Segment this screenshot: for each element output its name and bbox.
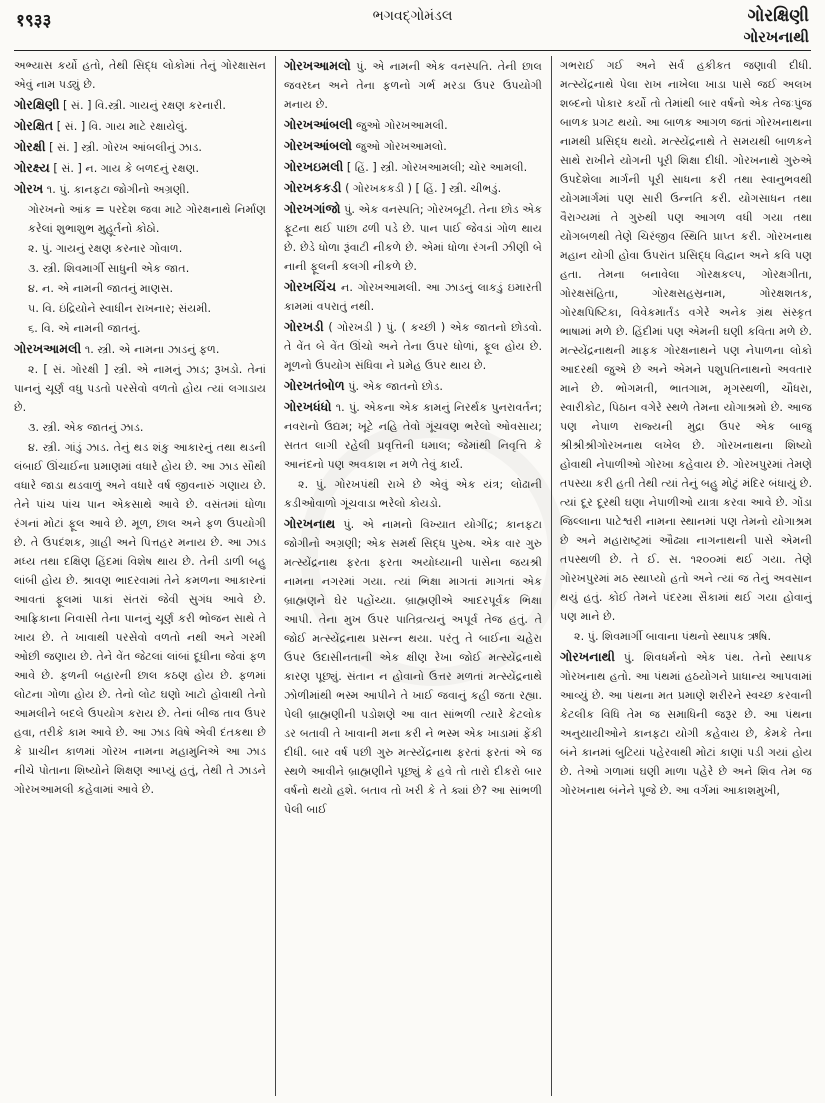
- page-number: १९३३: [16, 11, 52, 31]
- dictionary-entry: [14, 56, 266, 94]
- page-header: [14, 6, 811, 51]
- dictionary-entry: [284, 514, 542, 819]
- entry-headword: ગોરખધંધો: [284, 399, 332, 414]
- entry-definition: ૬. વિ. એ નામની જાતનું.: [28, 322, 141, 335]
- dictionary-entry: [14, 279, 266, 298]
- entry-headword: ગોરખઆમલી: [14, 341, 82, 356]
- entry-definition: ૩. સ્ત્રી. એક જાતનું ઝાડ.: [28, 421, 144, 434]
- entry-headword: ગોરખનાથ: [284, 516, 336, 531]
- entry-definition: ૧. પું. એકના એક કામનું નિરર્થક પુનરાવર્તન; નવરાનો ઉદ્યમ; ખૂટે નહિ તેવો ગૂંચવણ ભરેલો ઓવસાય; સતત લાગી રહેલી પ્રવૃત્તિની ધમાલ; જેમાંથી નિવૃત્તિ કે આનંદનો પણ અવકાશ ન મળે તેવું કાર્ય.: [284, 401, 542, 471]
- entry-definition: [ હિં. ] સ્ત્રી. ગોરખઆમલી; ચોર આમલી.: [346, 161, 528, 174]
- dictionary-entry: [284, 397, 542, 474]
- entry-headword: ગોરખઆંબલો: [284, 138, 353, 153]
- entry-definition: [ સં. ] વિ. ગાય માટે રક્ષાયેલું.: [56, 120, 188, 133]
- entry-definition: ન. ગોરખઆમલી. આ ઝાડનું લાકડું ઇમારતી કામમાં વપરાતું નથી.: [284, 281, 542, 313]
- entry-definition: જુઓ ગોરખઆમલી.: [356, 119, 448, 132]
- column-divider: [275, 56, 276, 1096]
- entry-definition: પું. શિવધર્મનો એક પંથ. તેનો સ્થાપક ગોરખનાથ હતો. આ પંથમાં હઠયોગને પ્રાધાન્ય આપવામાં આવ્યું છે. આ પંથના મત પ્રમાણે શરીરને સ્વચ્છ કરવાની કેટલીક વિધિ તેમ જ સમાધિની જરૂર છે. આ પંથના અનુયાયીઓને કાનફટા યોગી કહેવાય છે, કેમકે તેના બંને કાનમાં બુટિયાં પહેરવાથી મોટાં કાણાં પડી ગયાં હોય છે. તેઓ ગળામાં ઘણી માળા પહેરે છે અને શિવ તેમ જ ગોરખનાથ બંનેને પૂજે છે. આ વર્ગમાં આકાશમુખી,: [560, 651, 812, 797]
- entry-definition: અભ્યાસ કર્યો હતો, તેથી સિદ્ધ લોકોમાં તેનું ગોરક્ષાસન એવું નામ પડ્યું છે.: [14, 59, 266, 91]
- dictionary-entry: [14, 158, 266, 178]
- dictionary-entry: [560, 56, 812, 626]
- entry-headword: ગોરખઆંબલી: [284, 117, 353, 132]
- entry-definition: ૨. પું. શિવમાર્ગી બાવાના પંથનો સ્થાપક ઋષિ.: [574, 630, 772, 643]
- entry-headword: ગોરખ: [14, 181, 44, 196]
- entry-definition: ગોરખનો આંક = પરદેશ જવા માટે ગોરક્ષનાથે નિર્માણ કરેલાં શુભાશુભ મુહૂર્તનો કોઠો.: [28, 203, 266, 235]
- book-title: ભગવદ્ગોમંડલ: [372, 8, 453, 24]
- dictionary-entry: [14, 116, 266, 136]
- entry-headword: ગોરક્ષી: [14, 139, 46, 154]
- dictionary-entry: [284, 475, 542, 513]
- dictionary-entry: [14, 179, 266, 199]
- columns: [14, 56, 812, 1096]
- entry-definition: ૪. સ્ત્રી. ગાંડું ઝાડ. તેનું થડ શંકુ આકારનું તથા થડની લંબાઈ ઊંચાઈના પ્રમાણમાં વધારે હોય છે. આ ઝાડ સૌથી વધારે જાડા થડવાળું અને વધારે વર્ષ જીવનારું ગણાય છે. તેને પાંચ પાંચ પાન એકસાથે આવે છે. વસંતમાં ધોળા રંગનાં મોટાં ફૂલ આવે છે. મૂળ, છાલ અને ફળ ઉપયોગી છે. તે ઉપદંશક, ગ્રાહી અને પિત્તહર મનાય છે. આ ઝાડ મધ્ય તથા દક્ષિણ હિંદમાં વિશેષ થાય છે. તેની ડાળી બહુ લાંબી હોય છે. શ્રાવણ ભાદરવામાં તેને કમળના આકારનાં આવતાં ફૂલમાં પાકાં સંતરાં જેવી સુગંધ આવે છે. આફ્રિકાના નિવાસી તેના પાનનું ચૂર્ણ કરી ભોજન સાથે તે ખાય છે. તે ખાવાથી પરસેવો વળતો નથી અને ગરમી ઓછી જણાય છે. તેને વેંત જેટલાં લાંબાં દૂધીના જેવાં ફળ આવે છે. ફળની બહારની છાલ કઠણ હોય છે. ફળમાં લોટના ગોળા હોય છે. તેનો લોટ ઘણો ખાટો હોવાથી તેનો આમલીને બદલે ઉપયોગ કરાય છે. તેનાં બીજ તાવ ઉપર હવા, તરીકે કામ આવે છે. આ ઝાડ વિષે એવી દંતકથા છે કે પ્રાચીન કાળમાં ગોરખ નામના મહામુનિએ આ ઝાડ નીચે પોતાના શિષ્યોને શિક્ષણ આપ્યું હતું, તેથી તે ઝાડને ગોરખઆમલી કહેવામાં આવે છે.: [14, 441, 266, 796]
- entry-headword: ગોરખતંબોળ: [284, 378, 345, 393]
- entry-headword: ગોરખકકડી: [284, 180, 342, 195]
- entry-headword: ગોરખચિંચ: [284, 279, 337, 294]
- entry-definition: પું. એક જાતનો છોડ.: [348, 380, 443, 393]
- entry-headword: ગોરખગાંજો: [284, 201, 341, 216]
- entry-definition: [ સં. ] ન. ગાય કે બળદનું રક્ષણ.: [53, 162, 200, 175]
- dictionary-entry: [14, 319, 266, 338]
- entry-definition: ( ગોરખકકડી ) [ હિં. ] સ્ત્રી. ચીભડું.: [345, 182, 502, 195]
- entry-definition: ૨. પું. ગાયનું રક્ષણ કરનાર ગોવાળ.: [28, 242, 183, 255]
- dictionary-entry: [14, 299, 266, 318]
- entry-definition: ૨. પું. ગોરખપંથી રાખે છે એવું એક યંત્ર; લોઢાની કડીઓવાળો ગૂંચવાડા ભરેલો કોયડો.: [284, 478, 542, 510]
- dictionary-entry: [284, 136, 542, 156]
- entry-headword: ગોરખડી: [284, 319, 324, 334]
- dictionary-entry: [14, 95, 266, 115]
- entry-definition: પું. એ નામનો વિખ્યાત યોગીંદ્ર; કાનફટા જોગીનો અગ્રણી; એક સમર્થ સિદ્ધ પુરુષ. એક વાર ગુરુ મત્સ્યેંદ્રનાથ ફરતા ફરતા અયોધ્યાની પાસેના જયશ્રી નામના નગરમાં ગયા. ત્યાં ભિક્ષા માગતાં માગતાં એક બ્રાહ્મણને ઘેર પહોંચ્યા. બ્રાહ્મણીએ આદરપૂર્વક ભિક્ષા આપી. તેના મુખ ઉપર પાતિવ્રત્યનું અપૂર્વ તેજ હતું. તે જોઈ મત્સ્યેંદ્રનાથ પ્રસન્ન થયા. પરંતુ તે બાઈના ચહેરા ઉપર ઉદાસીનતાની એક ક્ષીણ રેખા જોઈ મત્સ્યેંદ્રનાથે કારણ પૂછ્યું. સંતાન ન હોવાનો ઉત્તર મળતાં મત્સ્યેંદ્રનાથે ઝોળીમાંથી ભસ્મ આપીને તે ખાઈ જવાનું કહી જતા રહ્યા. પેલી બ્રાહ્મણીની પડોશણે આ વાત સાંભળી ત્યારે કેટલોક ડર બતાવી તે ખાવાની મના કરી ને ભસ્મ એક ખાડામાં ફેંકી દીધી. બાર વર્ષ પછી ગુરુ મત્સ્યેંદ્રનાથ ફરતાં ફરતાં એ જ સ્થળે આવીને બ્રાહ્મણીને પૂછ્યું કે હવે તો તારો દીકરો બાર વર્ષનો થયો હશે. બતાવ તો ખરી કે તે ક્યાં છે? આ સાંભળી પેલી બાઈ: [284, 518, 542, 816]
- dictionary-entry: [284, 115, 542, 135]
- entry-definition: ૫. વિ. ઇંદ્રિયોને સ્વાધીન રાખનાર; સંયમી.: [28, 302, 212, 315]
- dictionary-entry: [14, 339, 266, 359]
- entry-definition: [ સં. ] સ્ત્રી. ગોરખ આંબલીનું ઝાડ.: [49, 141, 202, 154]
- column-left: [14, 56, 266, 1096]
- entry-definition: ૧. સ્ત્રી. એ નામના ઝાડનું ફળ.: [84, 343, 220, 356]
- entry-headword: ગોરક્ષ્ય: [14, 160, 50, 175]
- column-right: [560, 56, 812, 1096]
- entry-definition: ૧. પું. કાનફટા જોગીનો અગ્રણી.: [46, 183, 190, 196]
- entry-headword: ગોરખઆમલો: [284, 58, 351, 73]
- dictionary-entry: [284, 178, 542, 198]
- entry-headword: ગોરક્ષિણી: [14, 97, 60, 112]
- entry-headword: ગોરક્ષિત: [14, 118, 54, 133]
- entry-definition: ૩. સ્ત્રી. શિવમાર્ગી સાધુની એક જાત.: [28, 262, 190, 275]
- dictionary-entry: [284, 317, 542, 375]
- entry-headword: ગોરખઇમલી: [284, 159, 344, 174]
- guide-word-bottom: ગોરખનાથી: [743, 28, 809, 46]
- dictionary-entry: [14, 438, 266, 799]
- column-middle: [284, 56, 542, 1096]
- entry-definition: [ સં. ] વિ.સ્ત્રી. ગાયનું રક્ષણ કરનારી.: [63, 99, 226, 112]
- dictionary-entry: [14, 137, 266, 157]
- dictionary-entry: [14, 239, 266, 258]
- dictionary-entry: [284, 199, 542, 276]
- dictionary-entry: [560, 627, 812, 646]
- entry-headword: ગોરખનાથી: [560, 649, 615, 664]
- entry-definition: ( ગોરખડી ) પું. ( કચ્છી ) એક જાતનો છોડવો. તે વેંત બે વેંત ઊંચો અને તેના ઉપર ધોળાં, ફૂલ હોય છે. મૂળનો ઉપયોગ સંધિવા ને પ્રમેહ ઉપર થાય છે.: [284, 321, 542, 372]
- entry-definition: જુઓ ગોરખઆમલો.: [355, 140, 447, 153]
- entry-definition: ૪. ન. એ નામની જાતનું માણસ.: [28, 282, 174, 295]
- entry-definition: પું. એ નામની એક વનસ્પતિ. તેની છાલ જવરઘ્ન અને તેના ફળનો ગર્ભ મરડા ઉપર ઉપયોગી મનાય છે.: [284, 60, 542, 111]
- dictionary-entry: [560, 647, 812, 800]
- entry-definition: ૨. [ સં. ગોરક્ષી ] સ્ત્રી. એ નામનું ઝાડ; રૂખડો. તેનાં પાનનું ચૂર્ણ વધુ પડતો પરસેવો વળતો હોય ત્યાં લગાડાય છે.: [14, 363, 266, 414]
- guide-word-top: ગોરક્ષિણી: [747, 6, 809, 26]
- dictionary-entry: [284, 277, 542, 316]
- dictionary-entry: [284, 157, 542, 177]
- column-divider: [551, 56, 552, 1096]
- dictionary-entry: [284, 56, 542, 114]
- entry-definition: ગભરાઈ ગઈ અને સર્વ હકીકત જણાવી દીધી. મત્સ્યેંદ્રનાથે પેલા રાખ નાખેલા ખાડા પાસે જઈ અલખ શબ્દનો પોકાર કર્યો તો તેમાંથી બાર વર્ષનો એક તેજઃપુંજ બાળક પ્રગટ થયો. આ બાળક આગળ જતાં ગોરખનાથના નામથી પ્રસિદ્ધ થયો. મત્સ્યેંદ્રનાથે તે સમયથી બાળકને સાથે રાખીને યોગની પૂરી શિક્ષા દીધી. ગોરખનાથે ગુરુએ ઉપદેશેલા માર્ગની પૂરી સાધના કરી તથા સ્વાનુભવથી યોગમાર્ગમાં પણ સારી ઉન્નતિ કરી. યોગસાધન તથા વૈરાગ્યમાં તે ગુરુથી પણ આગળ વધી ગયા તથા યોગબળથી તેણે ચિરંજીવ સ્થિતિ પ્રાપ્ત કરી. ગોરખનાથ મહાન યોગી હોવા ઉપરાંત પ્રસિદ્ધ વિદ્વાન અને કવિ પણ હતા. તેમના બનાવેલા ગોરક્ષકલ્પ, ગોરક્ષગીતા, ગોરક્ષસંહિતા, ગોરક્ષસહસ્રનામ, ગોરક્ષશતક, ગોરક્ષપિષ્ટિકા, વિવેકમાર્તંડ વગેરે અનેક ગ્રંથ સંસ્કૃત ભાષામાં મળે છે. હિંદીમાં પણ એમની ઘણી કવિતા મળે છે. મત્સ્યેંદ્રનાથની માફક ગોરક્ષનાથને પણ નેપાળના લોકો આદરથી જુએ છે અને એમને પશુપતિનાથનો અવતાર માને છે. ભોગમતી, ભાતગામ, મૃગસ્થળી, ચૌધરા, સ્વારીકોટ, પિઠાન વગેરે સ્થળે તેમના યોગાશ્રમો છે. આજ પણ નેપાળ રાજ્યની મુદ્રા ઉપર એક બાજુ શ્રીશ્રીશ્રીગોરખનાથ લખેલ છે. ગોરખનાથના શિષ્યો હોવાથી નેપાળીઓ ગોરખા કહેવાય છે. ગોરખપુરમાં તેમણે તપસ્યા કરી હતી તેથી ત્યાં તેનું બહુ મોટું મંદિર બંધાયું છે. ત્યાં દૂર દૂરથી ઘણા નેપાળીઓ યાત્રા કરવા આવે છે. ગોંડા જિલ્લાના પાટેશ્વરી નામના સ્થાનમાં પણ તેમનો યોગાશ્રમ છે અને મહારાષ્ટ્રમાં ઔઢ્યા નાગનાથની પાસે એમની તપસ્થળી છે. તે ઈ. સ. ૧૨૦૦માં થઈ ગયા. તેણે ગોરખપુરમાં મઠ સ્થાપ્યો હતો અને ત્યાં જ તેનું અવસાન થયું હતું. કોઈ તેમને પંદરમા સૈકામાં થઈ ગયા હોવાનું પણ માને છે.: [560, 59, 812, 623]
- dictionary-entry: [14, 259, 266, 278]
- dictionary-entry: [14, 418, 266, 437]
- entry-definition: પું. એક વનસ્પતિ; ગોરખબૂટી. તેના છોડ એક ફૂટના થઈ પાછા ઢળી પડે છે. પાન પાઈ જેવડાં ગોળ થાય છે. છેડે ધોળા રૂંવાટી નીકળે છે. એમાં ધોળા રંગની ઝીણી બે નાની ફૂલની કલગી નીકળે છે.: [284, 203, 542, 273]
- dictionary-entry: [284, 376, 542, 396]
- dictionary-entry: [14, 360, 266, 417]
- dictionary-entry: [14, 200, 266, 238]
